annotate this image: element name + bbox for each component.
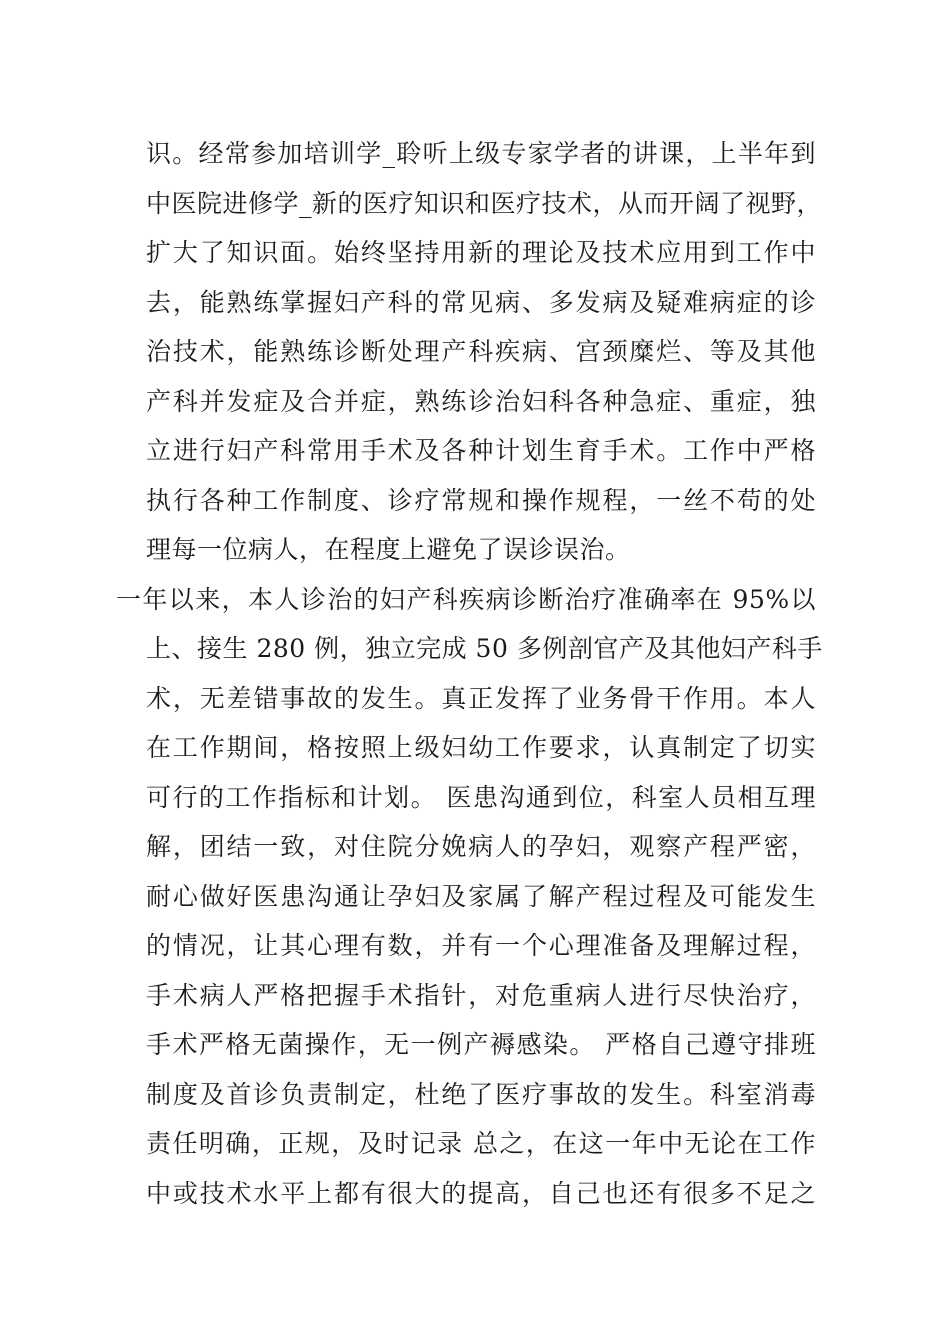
text-line: 手术病人严格把握手术指针，对危重病人进行尽快治疗， [146,980,816,1010]
text-line: 识。经常参加培训学_聆听上级专家学者的讲课，上半年到 [146,139,816,168]
text-line: 去，能熟练掌握妇产科的常见病、多发病及疑难病症的诊 [146,287,816,317]
text-line: 扩大了知识面。始终坚持用新的理论及技术应用到工作中 [146,238,816,267]
text-line: 在工作期间，格按照上级妇幼工作要求，认真制定了切实 [146,733,816,762]
text-line: 立进行妇产科常用手术及各种计划生育手术。工作中严格 [146,436,816,465]
text-line: 制度及首诊负责制定，杜绝了医疗事故的发生。科室消毒 [146,1079,816,1109]
text-line: 中或技术水平上都有很大的提高，自己也还有很多不足之 [146,1178,816,1208]
text-line: 执行各种工作制度、诊疗常规和操作规程，一丝不苟的处 [146,485,816,515]
text-line: 治技术，能熟练诊断处理产科疾病、宫颈糜烂、等及其他 [146,337,816,366]
text-line: 手术严格无菌操作，无一例产褥感染。 严格自己遵守排班 [146,1030,816,1059]
text-line: 产科并发症及合并症，熟练诊治妇科各种急症、重症，独 [146,386,816,416]
text-line: 上、接生 280 例，独立完成 50 多例剖官产及其他妇产科手 [146,634,823,663]
paragraph-start-line: 一年以来，本人诊治的妇产科疾病诊断治疗准确率在 95%以 [116,584,816,614]
text-line: 耐心做好医患沟通让孕妇及家属了解产程过程及可能发生 [146,881,816,911]
text-line: 解，团结一致，对住院分娩病人的孕妇，观察产程严密， [146,832,816,861]
text-line: 责任明确，正规，及时记录 总之，在这一年中无论在工作 [146,1129,816,1158]
body-text [116,129,823,1218]
text-line: 可行的工作指标和计划。 医患沟通到位，科室人员相互理 [146,782,816,812]
text-line: 理每一位病人，在程度上避免了误诊误治。 [146,535,631,564]
text-line: 中医院进修学_新的医疗知识和医疗技术，从而开阔了视野， [146,188,823,218]
text-line: 的情况，让其心理有数，并有一个心理准备及理解过程， [146,931,816,960]
text-line: 术，无差错事故的发生。真正发挥了业务骨干作用。本人 [146,683,816,713]
